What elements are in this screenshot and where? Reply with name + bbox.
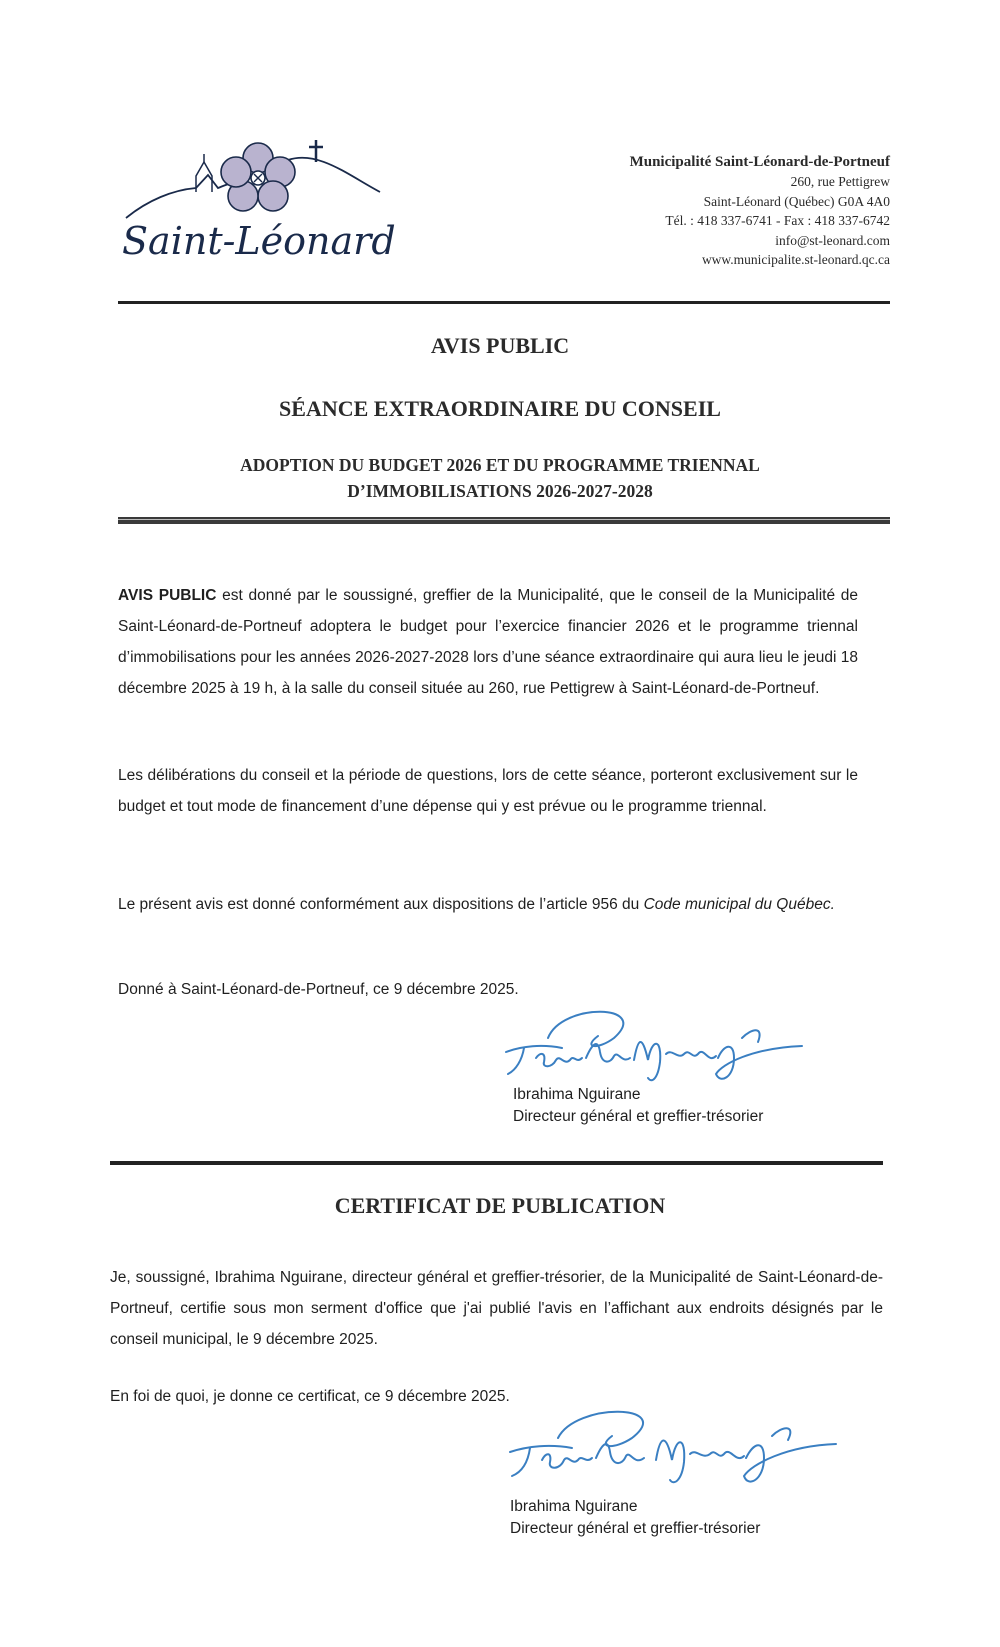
organization-contact (470, 152, 890, 270)
certificate-date-line: En foi de quoi, je donne ce certificat, ce 9 décembre 2025. (110, 1388, 510, 1405)
notice-paragraph-1 (118, 580, 858, 704)
notice-paragraph-1-text: est donné par le soussigné, greffier de la Municipalité, que le conseil de la Municipalité de Saint-Léonard-de-Portneuf adoptera le budget pour l’exercice financier 2026 et le programme triennal d’immobilisations pour les années 2026-2027-2028 lors d’une séance extraordinaire qui aura lieu le jeudi 18 décembre 2025 à 19 h, à la salle du conseil située au 260, rue Pettigrew à Saint-Léonard-de-Portneuf. (118, 587, 859, 697)
municipality-logo (118, 130, 408, 280)
flower-icon (221, 143, 295, 211)
notice-paragraph-2: Les délibérations du conseil et la période de questions, lors de cette séance, porteront exclusivement sur le budget et tout mode de financement d’une dépense qui y est prévue ou le programme triennal. (118, 767, 858, 815)
logo-graphic (118, 130, 408, 280)
signer-name-2: Ibrahima Nguirane (510, 1498, 638, 1515)
signer-title-2: Directeur général et greffier-trésorier (510, 1520, 761, 1537)
logo-wordmark: Saint-Léonard (122, 219, 396, 263)
organization-city: Saint-Léonard (Québec) G0A 4A0 (703, 193, 890, 209)
signer-block-2 (510, 1496, 760, 1540)
title-divider (118, 517, 890, 524)
notice-title: AVIS PUBLIC (430, 333, 570, 358)
notice-lead: AVIS PUBLIC (118, 587, 217, 604)
code-municipal-reference: Code municipal du Québec. (643, 896, 835, 913)
signer-name-1: Ibrahima Nguirane (513, 1086, 641, 1103)
subject-title-line-1: ADOPTION DU BUDGET 2026 ET DU PROGRAMME TRIENNAL (240, 455, 760, 475)
notice-paragraph-3-text: Le présent avis est donné conformément aux dispositions de l’article 956 du (118, 896, 644, 913)
certificate-title: CERTIFICAT DE PUBLICATION (334, 1193, 666, 1218)
signer-title-1: Directeur général et greffier-trésorier (513, 1108, 764, 1125)
handwritten-signature-2 (506, 1400, 846, 1500)
subject-title-line-2: D’IMMOBILISATIONS 2026-2027-2028 (347, 481, 653, 501)
notice-paragraph-3 (118, 889, 858, 920)
subject-title (0, 452, 1000, 504)
meeting-title: SÉANCE EXTRAORDINAIRE DU CONSEIL (279, 396, 721, 421)
notice-date-line: Donné à Saint-Léonard-de-Portneuf, ce 9 décembre 2025. (118, 981, 519, 998)
header-divider (118, 301, 890, 304)
organization-email[interactable]: info@st-leonard.com (775, 232, 890, 248)
organization-website[interactable]: www.municipalite.st-leonard.qc.ca (701, 252, 890, 267)
organization-name: Municipalité Saint-Léonard-de-Portneuf (629, 154, 890, 170)
organization-phone-fax: Tél. : 418 337-6741 - Fax : 418 337-6742 (665, 213, 890, 228)
organization-address: 260, rue Pettigrew (790, 174, 890, 189)
certificate-divider (110, 1161, 883, 1165)
signer-block-1 (513, 1084, 763, 1128)
certificate-paragraph: Je, soussigné, Ibrahima Nguirane, directeur général et greffier-trésorier, de la Municipalité de Saint-Léonard-de-Portneuf, certifie sous mon serment d'office que j'ai publié l'avis en l’affichant aux endroits désignés par le conseil municipal, le 9 décembre 2025. (110, 1269, 883, 1348)
